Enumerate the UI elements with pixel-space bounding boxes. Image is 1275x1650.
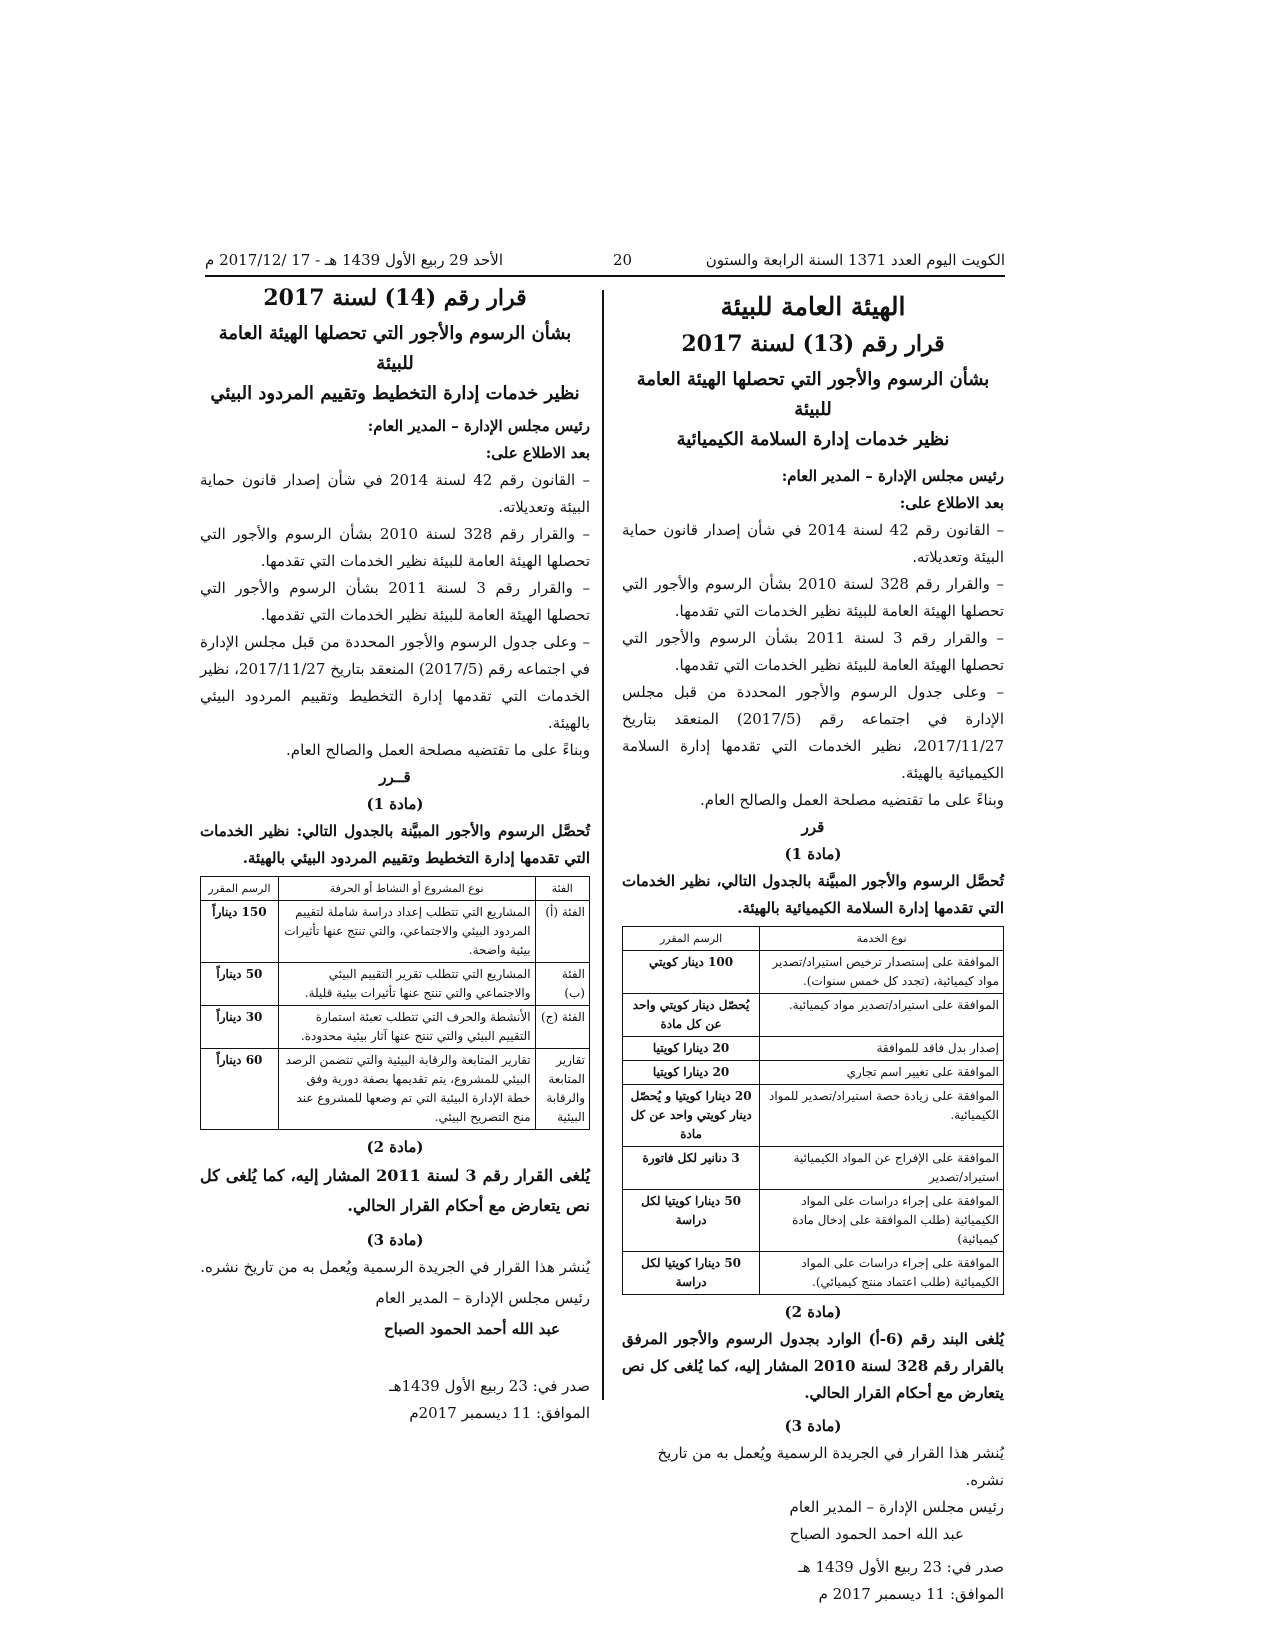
decided-heading: قرر	[801, 818, 825, 836]
planning-fees-table	[200, 876, 590, 1130]
org-title: الهيئة العامة للبيئة	[720, 292, 906, 321]
article-text: يُلغى القرار رقم 3 لسنة 2011 المشار إليه، كما يُلغى كل نص يتعارض مع أحكام القرار الحالي.	[200, 1166, 591, 1215]
chemical-fees-table	[622, 926, 1004, 1295]
category-cell: تقارير المتابعة والرقابة البيئية	[535, 1049, 589, 1130]
article-heading: (مادة 2)	[366, 1138, 424, 1156]
decision-subject: بشأن الرسوم والأجور التي تحصلها الهيئة العامة للبيئة	[636, 369, 990, 420]
table-row	[623, 1147, 1004, 1190]
decision-title: قرار رقم (13) لسنة 2017	[681, 331, 945, 357]
decision-subject: نظير خدمات إدارة السلامة الكيميائية	[676, 429, 950, 450]
table-row	[623, 1190, 1004, 1252]
fee-cell: 60 ديناراً	[201, 1049, 279, 1130]
fee-cell: 150 ديناراً	[201, 901, 279, 963]
decision-subject: بشأن الرسوم والأجور التي تحصلها الهيئة العامة للبيئة	[218, 323, 572, 374]
header-date: الأحد 29 ربيع الأول 1439 هـ - 17 /2017/12 م	[205, 251, 504, 269]
article-text: يُنشر هذا القرار في الجريدة الرسمية ويُعمل به من تاريخ نشره.	[657, 1444, 1004, 1489]
table-row	[623, 1252, 1004, 1295]
signature-name: عبد الله أحمد الحمود الصباح	[383, 1320, 560, 1338]
table-header: الفئة	[535, 877, 589, 901]
fee-cell: يُحصّل دينار كويتي واحد عن كل مادة	[623, 994, 760, 1037]
table-header: الرسم المقرر	[201, 877, 279, 901]
article-heading: (مادة 1)	[366, 795, 424, 813]
preamble-clause: – والقرار رقم 3 لسنة 2011 بشأن الرسوم والأجور التي تحصلها الهيئة العامة للبيئة نظير الخدمات التي تقدمها.	[622, 629, 1004, 674]
issuer-line: رئيس مجلس الإدارة – المدير العام:	[367, 417, 590, 435]
fee-cell: 3 دنانير لكل فاتورة	[623, 1147, 760, 1190]
decision-13-column	[622, 292, 1004, 1608]
fee-cell: 20 دينارا كويتيا و يُحصّل دينار كويتي واحد عن كل مادة	[623, 1085, 760, 1147]
decision-14-column	[200, 285, 590, 1427]
category-cell: الفئة (ج)	[535, 1006, 589, 1049]
service-cell: الموافقة على استيراد/تصدير مواد كيميائية.	[760, 994, 1004, 1037]
decided-heading: قــرر	[379, 768, 411, 786]
table-header: نوع المشروع أو النشاط أو الحرفة	[278, 877, 535, 901]
page-number: 20	[613, 251, 633, 269]
service-cell: الموافقة على إجراء دراسات على المواد الكيميائية (طلب اعتماد منتج كيميائي).	[760, 1252, 1004, 1295]
table-header: نوع الخدمة	[760, 927, 1004, 951]
table-row	[201, 1049, 590, 1130]
issued-date: صدر في: 23 ربيع الأول 1439هـ	[389, 1377, 590, 1395]
table-header: الرسم المقرر	[623, 927, 760, 951]
column-divider	[602, 290, 604, 1400]
fee-cell: 100 دينار كويتي	[623, 951, 760, 994]
fee-cell: 20 دينارا كويتيا	[623, 1037, 760, 1061]
category-cell: الفئة (ب)	[535, 963, 589, 1006]
signature-title: رئيس مجلس الإدارة – المدير العام	[789, 1498, 1004, 1516]
table-row	[623, 1085, 1004, 1147]
table-row	[201, 901, 590, 963]
service-cell: الموافقة على زيادة حصة استيراد/تصدير للمواد الكيميائية.	[760, 1085, 1004, 1147]
article-heading: (مادة 3)	[784, 1417, 842, 1435]
preamble-clause: – والقرار رقم 328 لسنة 2010 بشأن الرسوم والأجور التي تحصلها الهيئة العامة للبيئة نظير الخدمات التي تقدمها.	[622, 575, 1004, 620]
preamble-clause: – وعلى جدول الرسوم والأجور المحددة من قبل مجلس الإدارة في اجتماعه رقم (2017/5) المنعقد بتاريخ 2017/11/27، نظير الخدمات التي تقدمها إدارة التخطيط وتقييم المردود البيئي بالهيئة.	[200, 633, 590, 732]
article-heading: (مادة 2)	[784, 1303, 842, 1321]
fee-cell: 50 دينارا كويتيا لكل دراسة	[623, 1252, 760, 1295]
decision-title: قرار رقم (14) لسنة 2017	[263, 285, 527, 311]
service-cell: الموافقة على تغيير اسم تجاري	[760, 1061, 1004, 1085]
preamble-clause: – القانون رقم 42 لسنة 2014 في شأن إصدار قانون حماية البيئة وتعديلاته.	[622, 521, 1004, 566]
header-issue: الكويت اليوم العدد 1371 السنة الرابعة والستون	[705, 251, 1005, 269]
description-cell: المشاريع التي تتطلب تقرير التقييم البيئي والاجتماعي والتي تنتج عنها تأثيرات بيئية قليلة.	[278, 963, 535, 1006]
description-cell: الأنشطة والحرف التي تتطلب تعبئة استمارة التقييم البيئي والتي تنتج عنها آثار بيئية محدودة.	[278, 1006, 535, 1049]
table-row	[623, 951, 1004, 994]
description-cell: تقارير المتابعة والرقابة البيئية والتي تتضمن الرصد البيئي للمشروع، يتم تقديمها بصفة دورية وفق خطة الإدارة البيئية التي تم وضعها للمشروع عند منح التصريح البيئي.	[278, 1049, 535, 1130]
article-text: تُحصَّل الرسوم والأجور المبيَّنة بالجدول التالي، نظير الخدمات التي تقدمها إدارة السلامة الكيميائية بالهيئة.	[622, 872, 1004, 917]
table-row	[201, 963, 590, 1006]
table-row	[623, 1061, 1004, 1085]
issued-date: صدر في: 23 ربيع الأول 1439 هـ	[798, 1558, 1004, 1576]
preamble-clause: – والقرار رقم 3 لسنة 2011 بشأن الرسوم والأجور التي تحصلها الهيئة العامة للبيئة نظير الخدمات التي تقدمها.	[200, 579, 590, 624]
table-row	[201, 1006, 590, 1049]
fee-cell: 50 ديناراً	[201, 963, 279, 1006]
corresponding-date: الموافق: 11 ديسمبر 2017م	[409, 1404, 590, 1422]
service-cell: الموافقة على الإفراج عن المواد الكيميائية استيراد/تصدير	[760, 1147, 1004, 1190]
fee-cell: 50 دينارا كويتيا لكل دراسة	[623, 1190, 760, 1252]
category-cell: الفئة (أ)	[535, 901, 589, 963]
corresponding-date: الموافق: 11 ديسمبر 2017 م	[818, 1585, 1004, 1603]
preamble-clause: – والقرار رقم 328 لسنة 2010 بشأن الرسوم والأجور التي تحصلها الهيئة العامة للبيئة نظير الخدمات التي تقدمها.	[200, 525, 590, 570]
article-heading: (مادة 3)	[366, 1231, 424, 1249]
article-heading: (مادة 1)	[784, 845, 842, 863]
preamble-clause: – وعلى جدول الرسوم والأجور المحددة من قبل مجلس الإدارة في اجتماعه رقم (2017/5) المنعقد بتاريخ 2017/11/27، نظير الخدمات التي تقدمها إدارة السلامة الكيميائية بالهيئة.	[622, 683, 1004, 782]
signature-name: عبد الله احمد الحمود الصباح	[789, 1525, 964, 1543]
after-review: بعد الاطلاع على:	[899, 494, 1004, 512]
article-text: تُحصَّل الرسوم والأجور المبيَّنة بالجدول التالي: نظير الخدمات التي تقدمها إدارة التخطيط وتقييم المردود البيئي بالهيئة.	[200, 822, 590, 867]
issuer-line: رئيس مجلس الإدارة – المدير العام:	[781, 467, 1004, 485]
service-cell: الموافقة على إجراء دراسات على المواد الكيميائية (طلب الموافقة على إدخال مادة كيميائية)	[760, 1190, 1004, 1252]
after-review: بعد الاطلاع على:	[485, 444, 590, 462]
preamble-clause: – القانون رقم 42 لسنة 2014 في شأن إصدار قانون حماية البيئة وتعديلاته.	[200, 471, 590, 516]
fee-cell: 20 دينارا كويتيا	[623, 1061, 760, 1085]
page-header	[205, 251, 1005, 277]
service-cell: إصدار بدل فاقد للموافقة	[760, 1037, 1004, 1061]
fee-cell: 30 ديناراً	[201, 1006, 279, 1049]
table-row	[623, 1037, 1004, 1061]
signature-title: رئيس مجلس الإدارة – المدير العام	[375, 1289, 590, 1307]
article-text: يُنشر هذا القرار في الجريدة الرسمية ويُعمل به من تاريخ نشره.	[200, 1258, 590, 1276]
decision-subject: نظير خدمات إدارة التخطيط وتقييم المردود البيئي	[210, 383, 580, 404]
preamble-clause: وبناءً على ما تقتضيه مصلحة العمل والصالح العام.	[286, 741, 590, 759]
article-text: يُلغى البند رقم (6-أ) الوارد بجدول الرسوم والأجور المرفق بالقرار رقم 328 لسنة 2010 المشار إليه، كما يُلغى كل نص يتعارض مع أحكام القرار الحالي.	[622, 1330, 1004, 1402]
description-cell: المشاريع التي تتطلب إعداد دراسة شاملة لتقييم المردود البيئي والاجتماعي، والتي تنتج عنها تأثيرات بيئية واضحة.	[278, 901, 535, 963]
preamble-clause: وبناءً على ما تقتضيه مصلحة العمل والصالح العام.	[700, 791, 1004, 809]
table-row	[623, 994, 1004, 1037]
service-cell: الموافقة على إستصدار ترخيص استيراد/تصدير مواد كيميائية، (تجدد كل خمس سنوات).	[760, 951, 1004, 994]
